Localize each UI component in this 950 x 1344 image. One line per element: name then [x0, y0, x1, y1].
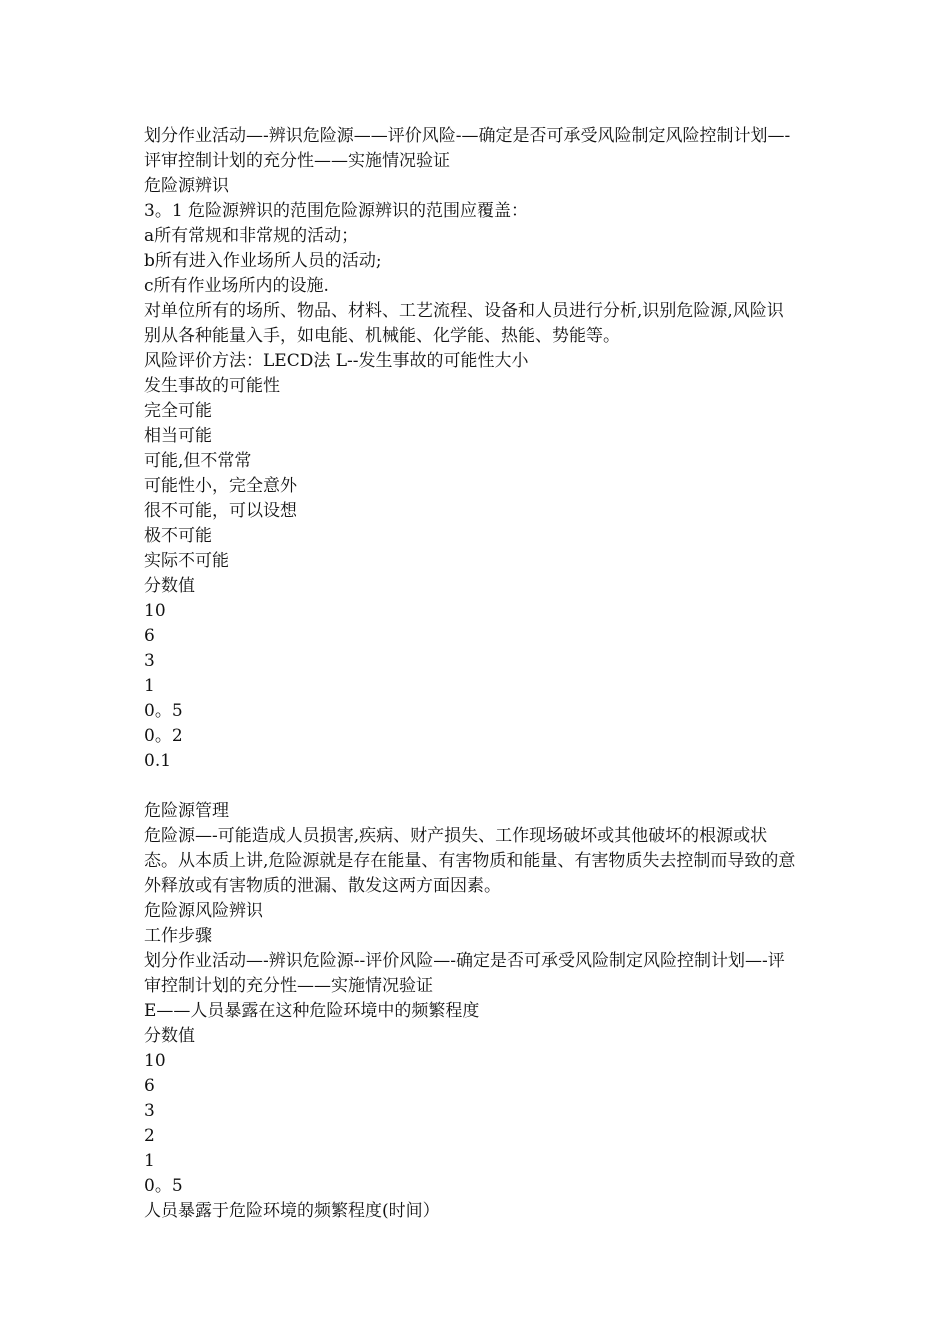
work-steps-paragraph: 划分作业活动—-辨识危险源--评价风险—-确定是否可承受风险制定风险控制计划—-评审控制计划的充分性——实施情况验证: [144, 951, 785, 996]
score-value: 0。5: [144, 1176, 183, 1196]
scope-item-b: b所有进入作业场所人员的活动;: [144, 251, 382, 271]
section-heading-hazard-identification: 危险源辨识: [144, 176, 229, 196]
section-heading-risk-identification: 危险源风险辨识: [144, 901, 263, 921]
score-heading: 分数值: [144, 1026, 195, 1046]
process-steps-paragraph: 划分作业活动—-辨识危险源——评价风险-—确定是否可承受风险制定风险控制计划—-评审控制计划的充分性——实施情况验证: [144, 126, 791, 171]
document-page: [144, 124, 800, 1224]
score-value: 10: [144, 1051, 166, 1071]
score-value: 10: [144, 601, 166, 621]
likelihood-item: 可能,但不常常: [144, 451, 252, 471]
scope-item-a: a所有常规和非常规的活动；: [144, 226, 359, 246]
scope-item-c: c所有作业场所内的设施.: [144, 276, 329, 296]
score-value: 6: [144, 626, 155, 646]
work-steps-heading: 工作步骤: [144, 926, 212, 946]
score-value: 3: [144, 651, 155, 671]
score-value: 1: [144, 1151, 155, 1171]
score-value: 6: [144, 1076, 155, 1096]
exposure-frequency-line: 人员暴露于危险环境的频繁程度(时间）: [144, 1201, 440, 1221]
likelihood-item: 可能性小，完全意外: [144, 476, 297, 496]
likelihood-item: 很不可能，可以设想: [144, 501, 297, 521]
likelihood-item: 实际不可能: [144, 551, 229, 571]
score-value: 3: [144, 1101, 155, 1121]
blank-line: [144, 774, 800, 799]
likelihood-item: 极不可能: [144, 526, 212, 546]
evaluation-method-line: 风险评价方法：LECD法 L--发生事故的可能性大小: [144, 351, 529, 371]
likelihood-heading: 发生事故的可能性: [144, 376, 280, 396]
score-heading: 分数值: [144, 576, 195, 596]
section-heading-hazard-management: 危险源管理: [144, 801, 229, 821]
score-value: 2: [144, 1126, 155, 1146]
hazard-definition-paragraph: 危险源—-可能造成人员损害,疾病、财产损失、工作现场破坏或其他破坏的根源或状态。从本质上讲,危险源就是存在能量、有害物质和能量、有害物质失去控制而导致的意外释放或有害物质的泄漏、散发这两方面因素。: [144, 826, 796, 896]
exposure-heading: E——人员暴露在这种危险环境中的频繁程度: [144, 1001, 480, 1021]
likelihood-item: 完全可能: [144, 401, 212, 421]
score-value: 0。2: [144, 726, 183, 746]
score-value: 0。5: [144, 701, 183, 721]
likelihood-item: 相当可能: [144, 426, 212, 446]
score-value: 0.1: [144, 751, 172, 771]
analysis-paragraph: 对单位所有的场所、物品、材料、工艺流程、设备和人员进行分析,识别危险源,风险识别从各种能量入手，如电能、机械能、化学能、热能、势能等。: [144, 301, 784, 346]
score-value: 1: [144, 676, 155, 696]
scope-statement: 3。1 危险源辨识的范围危险源辨识的范围应覆盖：: [144, 201, 529, 221]
